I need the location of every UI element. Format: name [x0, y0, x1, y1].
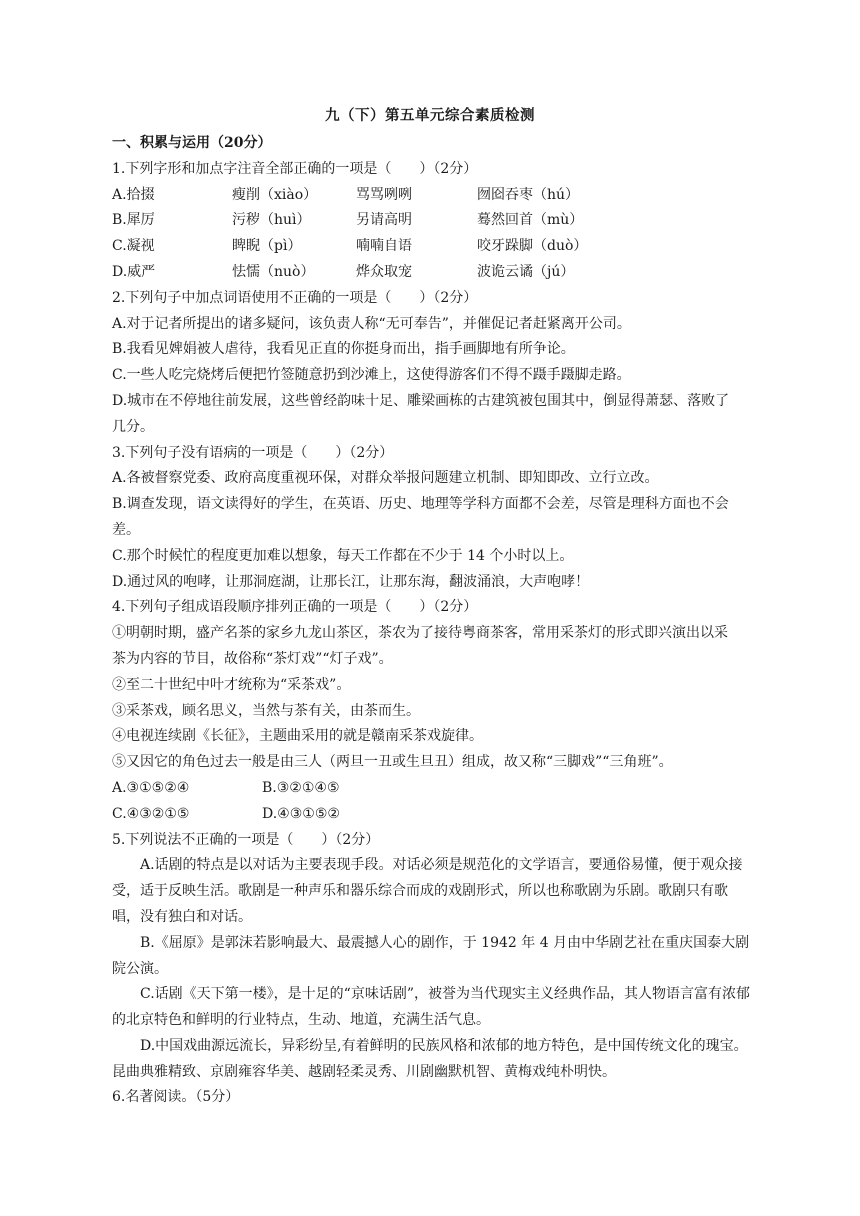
- option-cell: 另请高明: [356, 212, 412, 229]
- question-4-answer-row: [112, 776, 752, 802]
- option-cell: 烨众取宠: [356, 263, 412, 280]
- option-cell: 蓦然回首（mù）: [477, 212, 584, 229]
- option-cell: 囫囵吞枣（hú）: [477, 186, 580, 203]
- question-3-option-d: D.通过风的咆哮，让那洞庭湖，让那长江，让那东海，翻波涌浪，大声咆哮！: [112, 573, 590, 590]
- question-4-answer-row: [112, 802, 752, 828]
- question-2-option-d: D.城市在不停地往前发展，这些曾经韵味十足、雕梁画栋的古建筑被包围其中，倒显得萧瑟、落败了: [112, 392, 730, 409]
- option-cell: 骂骂咧咧: [356, 186, 412, 203]
- question-5-option-c: C.话剧《天下第一楼》，是十足的“京味话剧”，被誉为当代现实主义经典作品，其人物语言富有浓郁的北京特色和鲜明的行业特点，生动、地道，充满生活气息。: [112, 986, 750, 1029]
- question-2-stem: 2.下列句子中加点词语使用不正确的一项是（ ）（2分）: [112, 289, 478, 306]
- question-1-option-row: [112, 260, 752, 286]
- sentence-5: ⑤又因它的角色过去一般是由三人（两旦一丑或生旦丑）组成，故又称“三脚戏”“三角班”。: [112, 754, 673, 771]
- option-cell: 波诡云谲（jú）: [477, 263, 575, 280]
- option-cell: 睥睨（pì）: [232, 238, 302, 255]
- sentence-1-cont: 茶为内容的节目，故俗称“茶灯戏”“灯子戏”。: [112, 650, 393, 667]
- section-heading: 一、积累与运用（20分）: [112, 135, 272, 151]
- answer-option-d: D.④③①⑤②: [262, 805, 340, 822]
- option-cell: 咬牙跺脚（duò）: [477, 238, 588, 255]
- question-1-option-row: [112, 234, 752, 260]
- document-body: [112, 131, 752, 1111]
- question-5-option-a: A.话剧的特点是以对话为主要表现手段。对话必须是规范化的文学语言，要通俗易懂，便于观众接受，适于反映生活。歌剧是一种声乐和器乐综合而成的戏剧形式，所以也称歌剧为乐剧。歌剧只有歌唱，没有独白和对话。: [112, 857, 743, 925]
- answer-option-b: B.③②①④⑤: [262, 779, 340, 796]
- sentence-2: ②至二十世纪中叶才统称为“采茶戏”。: [112, 676, 351, 693]
- question-5-option-d: D.中国戏曲源远流长，异彩纷呈,有着鲜明的民族风格和浓郁的地方特色，是中国传统文化的瑰宝。昆曲典雅精致、京剧雍容华美、越剧轻柔灵秀、川剧幽默机智、黄梅戏纯朴明快。: [112, 1037, 748, 1080]
- question-3-option-b-cont: 差。: [112, 521, 140, 538]
- question-4-stem: 4.下列句子组成语段顺序排列正确的一项是（ ）（2分）: [112, 599, 478, 616]
- question-2-option-b: B.我看见婢娟被人虐待，我看见正直的你挺身而出，指手画脚地有所争论。: [112, 341, 575, 358]
- question-2-option-a: A.对于记者所提出的诸多疑问，该负责人称“无可奉告”，并催促记者赶紧离开公司。: [112, 315, 631, 332]
- question-3-option-c: C.那个时候忙的程度更加难以想象，每天工作都在不少于 14 个小时以上。: [112, 547, 574, 564]
- answer-option-a: A.③①⑤②④: [112, 779, 190, 796]
- option-cell: 怯懦（nuò）: [232, 263, 315, 280]
- sentence-4: ④电视连续剧《长征》，主题曲采用的就是赣南采茶戏旋律。: [112, 728, 483, 745]
- question-3-stem: 3.下列句子没有语病的一项是（ ）（2分）: [112, 444, 394, 461]
- sentence-1: ①明朝时期，盛产名茶的家乡九龙山茶区，茶农为了接待粤商茶客，常用采茶灯的形式即兴演出以采: [112, 625, 728, 642]
- question-2-option-d-cont: 几分。: [112, 418, 154, 435]
- option-cell: D.威严: [112, 263, 156, 280]
- question-1-option-row: [112, 208, 752, 234]
- option-cell: 瘦削（xiào）: [232, 186, 318, 203]
- question-6-stem: 6.名著阅读。（5分）: [112, 1089, 240, 1106]
- page-title: 九（下）第五单元综合素质检测: [325, 107, 535, 124]
- question-2-option-c: C.一些人吃完烧烤后便把竹签随意扔到沙滩上，这使得游客们不得不蹑手蹑脚走路。: [112, 367, 631, 384]
- option-cell: C.凝视: [112, 238, 155, 255]
- question-3-option-a: A.各被督察党委、政府高度重视环保，对群众举报问题建立机制、即知即改、立行立改。: [112, 470, 659, 487]
- question-5-stem: 5.下列说法不正确的一项是（ ）（2分）: [112, 831, 380, 848]
- question-1-stem: 1.下列字形和加点字注音全部正确的一项是（ ）（2分）: [112, 160, 478, 177]
- option-cell: 喃喃自语: [356, 238, 412, 255]
- option-cell: B.犀厉: [112, 212, 155, 229]
- sentence-3: ③采茶戏，顾名思义，当然与茶有关，由茶而生。: [112, 702, 420, 719]
- question-3-option-b: B.调查发现，语文读得好的学生，在英语、历史、地理等学科方面都不会差，尽管是理科方面也不会: [112, 496, 729, 513]
- option-cell: 污秽（huì）: [232, 212, 311, 229]
- question-1-options: [112, 183, 752, 286]
- question-5-option-b: B.《屈原》是郭沫若影响最大、最震撼人心的剧作，于 1942 年 4 月由中华剧艺社在重庆国泰大剧院公演。: [112, 934, 750, 977]
- option-cell: A.拾掇: [112, 186, 155, 203]
- question-1-option-row: [112, 183, 752, 209]
- answer-option-c: C.④③②①⑤: [112, 805, 190, 822]
